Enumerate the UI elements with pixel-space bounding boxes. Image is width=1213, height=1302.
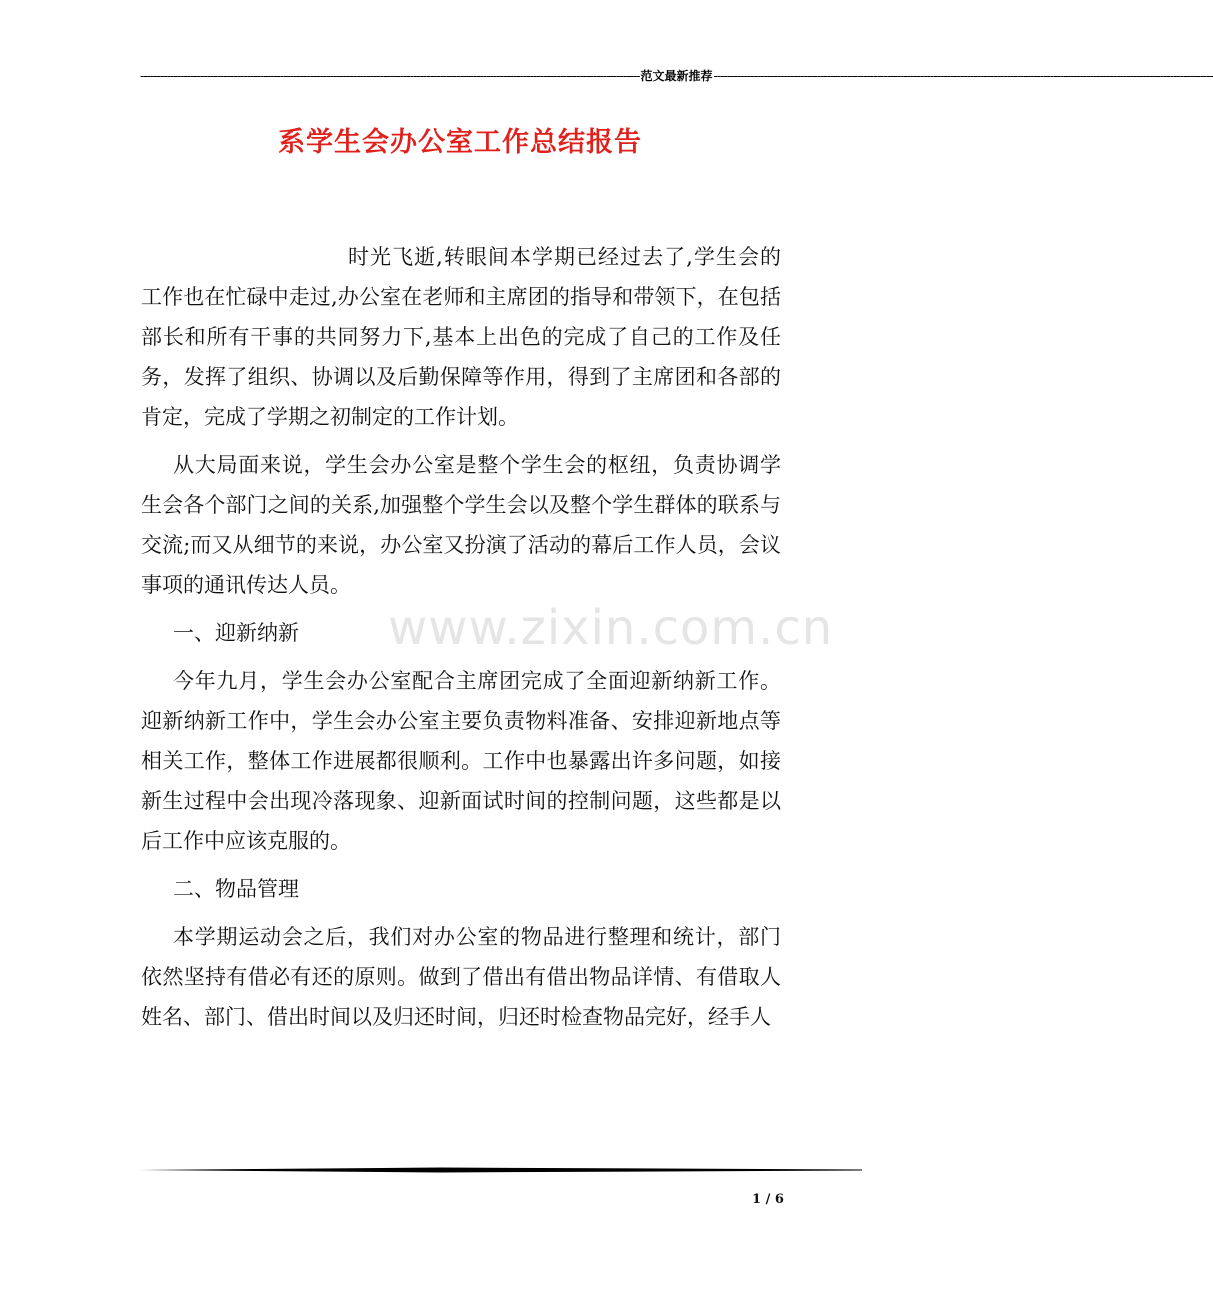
section-heading-orientation: 一、迎新纳新 — [173, 621, 299, 645]
document-title: 系学生会办公室工作总结报告 — [278, 127, 642, 158]
document-body — [141, 237, 781, 1045]
header-label: 范文最新推荐 — [640, 69, 713, 83]
header-dashes-right: ------------------------------------------------------------------------------------------------------------------------------------------------------ — [713, 69, 1213, 83]
footer-rule — [140, 1166, 862, 1174]
paragraph-overview: 从大局面来说，学生会办公室是整个学生会的枢纽，负责协调学生会各个部门之间的关系,加强整个学生会以及整个学生群体的联系与交流;而又从细节的来说，办公室又扮演了活动的幕后工作人员，会议事项的通讯传达人员。 — [141, 453, 781, 597]
header-rule — [140, 68, 1213, 84]
paragraph-intro: 时光飞逝,转眼间本学期已经过去了,学生会的工作也在忙碌中走过,办公室在老师和主席团的指导和带领下，在包括部长和所有干事的共同努力下,基本上出色的完成了自己的工作及任务，发挥了组织、协调以及后勤保障等作用，得到了主席团和各部的肯定，完成了学期之初制定的工作计划。 — [141, 245, 781, 429]
header-dashes-left: ------------------------------------------------------------------------------------------------------------------------------------------------------ — [140, 69, 640, 83]
watermark: www.zixin.com.cn — [388, 600, 834, 656]
paragraph-orientation: 今年九月，学生会办公室配合主席团完成了全面迎新纳新工作。迎新纳新工作中，学生会办公室主要负责物料准备、安排迎新地点等相关工作，整体工作进展都很顺利。工作中也暴露出许多问题，如接新生过程中会出现冷落现象、迎新面试时间的控制问题，这些都是以后工作中应该克服的。 — [141, 669, 781, 853]
page-number: 1 / 6 — [752, 1192, 784, 1207]
paragraph-items: 本学期运动会之后，我们对办公室的物品进行整理和统计，部门依然坚持有借必有还的原则。做到了借出有借出物品详情、有借取人姓名、部门、借出时间以及归还时间，归还时检查物品完好，经手人 — [141, 925, 781, 1029]
section-heading-items: 二、物品管理 — [173, 877, 299, 901]
